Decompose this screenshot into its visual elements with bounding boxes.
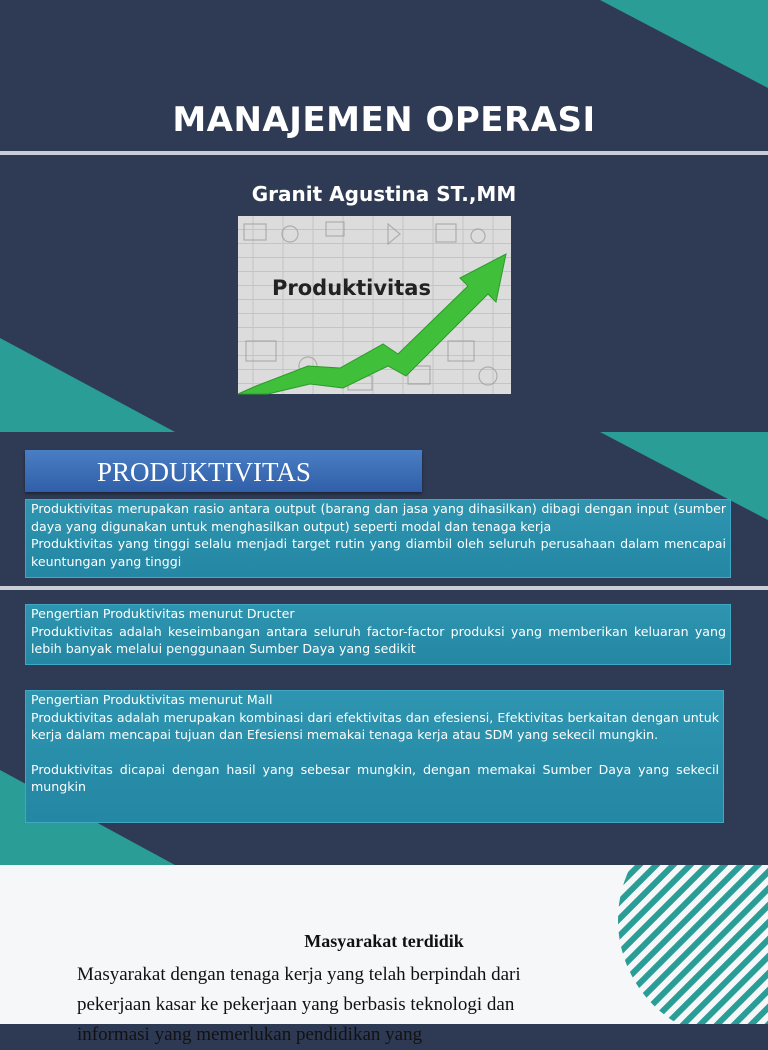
drucker-box <box>25 604 731 665</box>
mall-box <box>25 690 724 823</box>
mall-body-2: Produktivitas dicapai dengan hasil yang sebesar mungkin, dengan memakai Sumber Daya yang sekecil mungkin <box>31 761 719 794</box>
slide-masyarakat <box>0 865 768 1045</box>
slide3-line-2: pekerjaan kasar ke pekerjaan yang berbasis teknologi dan <box>77 994 515 1015</box>
slide3-line-3: informasi yang memerlukan pendidikan yang <box>77 1024 423 1045</box>
definition-text-2: Produktivitas yang tinggi selalu menjadi target rutin yang diambil oleh seluruh perusahaan dalam mencapai keuntungan yang tinggi <box>31 536 726 569</box>
drucker-title: Pengertian Produktivitas menurut Dructer <box>31 606 295 621</box>
divider-2 <box>0 586 768 590</box>
mall-body: Produktivitas adalah merupakan kombinasi dari efektivitas dan efesiensi, Efektivitas berkaitan dengan untuk kerja dalam mencapai tujuan dan Efesiensi memakai tenaga kerja atau SDM yang sekecil mungkin. <box>31 709 719 742</box>
drucker-body: Produktivitas adalah keseimbangan antara seluruh factor-factor produksi yang memberikan keluaran yang lebih banyak melalui penggunaan Sumber Daya yang sedikit <box>31 623 726 656</box>
definition-text-1: Produktivitas merupakan rasio antara output (barang dan jasa yang dihasilkan) dibagi dengan input (sumber daya yang digunakan untuk menghasilkan output) seperti modal dan tenaga kerja <box>31 501 726 534</box>
slide-title <box>0 0 768 432</box>
productivity-image <box>238 216 511 394</box>
definition-box <box>25 499 731 578</box>
title-divider <box>0 151 768 155</box>
mall-title: Pengertian Produktivitas menurut Mall <box>31 692 273 707</box>
slide3-line-1: Masyarakat dengan tenaga kerja yang telah berpindah dari <box>77 964 521 985</box>
section-heading <box>25 450 422 492</box>
image-label: Produktivitas <box>272 276 431 300</box>
presentation-title: MANAJEMEN OPERASI <box>172 100 596 140</box>
slide-produktivitas <box>0 432 768 865</box>
slide3-paragraph <box>77 960 630 1050</box>
section-heading-text: PRODUKTIVITAS <box>97 457 311 487</box>
author-name: Granit Agustina ST.,MM <box>251 182 517 206</box>
slide3-title: Masyarakat terdidik <box>304 931 464 951</box>
